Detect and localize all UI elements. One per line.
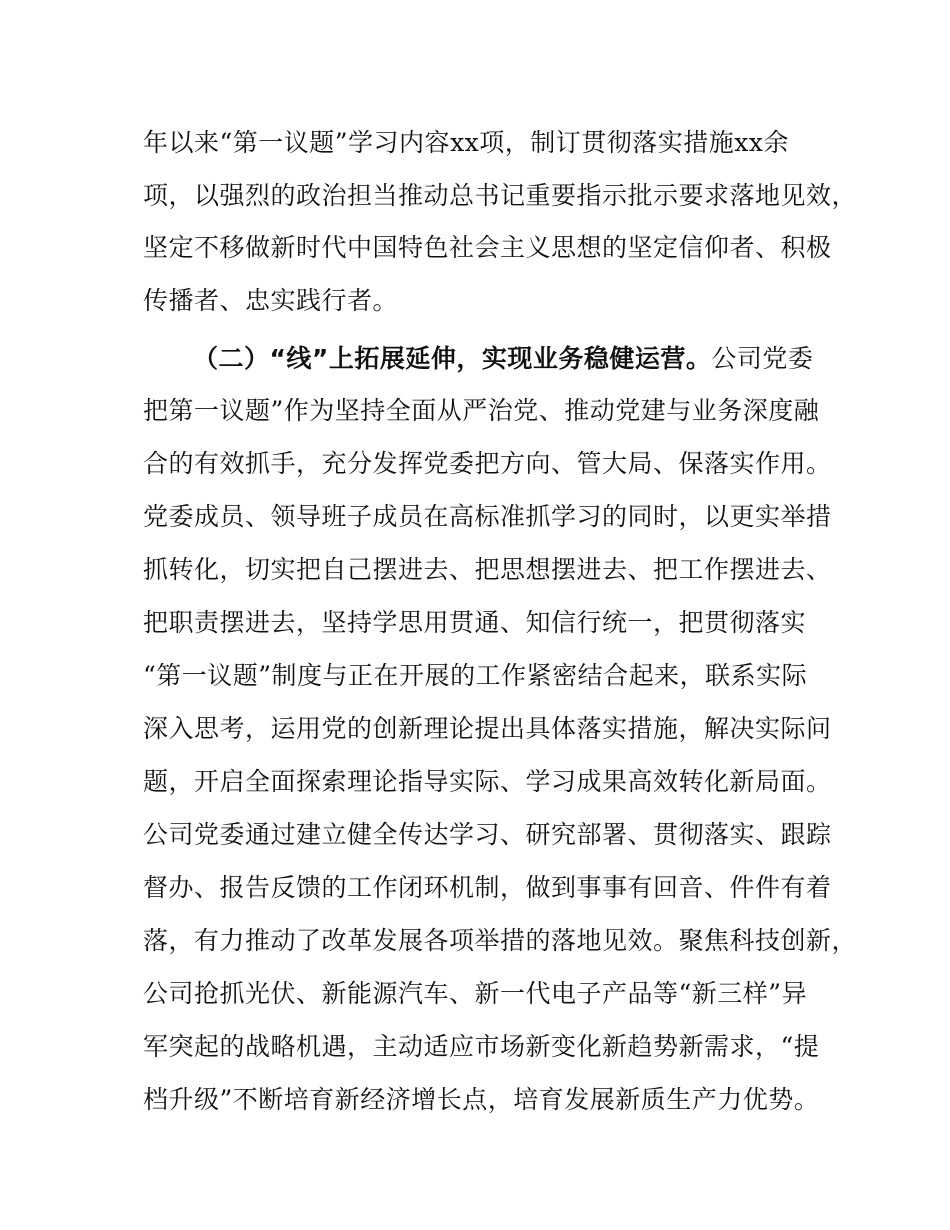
paragraph-2-line-6: 把职责摆进去，坚持学思用贯通、知信行统一，把贯彻落实 [143, 608, 807, 637]
paragraph-2-line-13: 公司抢抓光伏、新能源汽车、新一代电子产品等“新三样”异 [143, 979, 808, 1008]
section-heading: （二）“线”上拓展延伸，实现业务稳健运营。 [193, 344, 712, 373]
paragraph-1-line-4: 传播者、忠实践行者。 [143, 286, 399, 315]
paragraph-2-line-4: 党委成员、领导班子成员在高标准抓学习的同时，以更实举措 [143, 502, 832, 531]
paragraph-2-line-10: 公司党委通过建立健全传达学习、研究部署、贯彻落实、跟踪 [143, 820, 832, 849]
paragraph-2-line-15: 档升级”不断培育新经济增长点，培育发展新质生产力优势。 [143, 1085, 820, 1114]
paragraph-2-first-line [193, 341, 813, 377]
paragraph-1-line-3: 坚定不移做新时代中国特色社会主义思想的坚定信仰者、积极 [143, 233, 832, 262]
paragraph-2-line-7: “第一议题”制度与正在开展的工作紧密结合起来，联系实际 [143, 661, 808, 690]
paragraph-2-line-14: 军突起的战略机遇，主动适应市场新变化新趋势新需求，“提 [143, 1032, 820, 1061]
paragraph-2-line-3: 合的有效抓手，充分发挥党委把方向、管大局、保落实作用。 [143, 449, 832, 478]
paragraph-2-line-8: 深入思考，运用党的创新理论提出具体落实措施，解决实际问 [143, 714, 832, 743]
paragraph-2-line-9: 题，开启全面探索理论指导实际、学习成果高效转化新局面。 [143, 767, 832, 796]
paragraph-1-line-1: 年以来“第一议题”学习内容xx项，制订贯彻落实措施xx余 [143, 128, 789, 157]
paragraph-2-line-11: 督办、报告反馈的工作闭环机制，做到事事有回音、件件有着 [143, 873, 832, 902]
paragraph-2-first-line-rest: 公司党委 [711, 344, 814, 373]
paragraph-2-line-2: 把第一议题”作为坚持全面从严治党、推动党建与业务深度融 [143, 396, 820, 425]
paragraph-2-line-5: 抓转化，切实把自己摆进去、把思想摆进去、把工作摆进去、 [143, 555, 832, 584]
paragraph-1-line-2: 项，以强烈的政治担当推动总书记重要指示批示要求落地见效， [143, 181, 858, 210]
paragraph-2-line-12: 落，有力推动了改革发展各项举措的落地见效。聚焦科技创新， [143, 926, 858, 955]
